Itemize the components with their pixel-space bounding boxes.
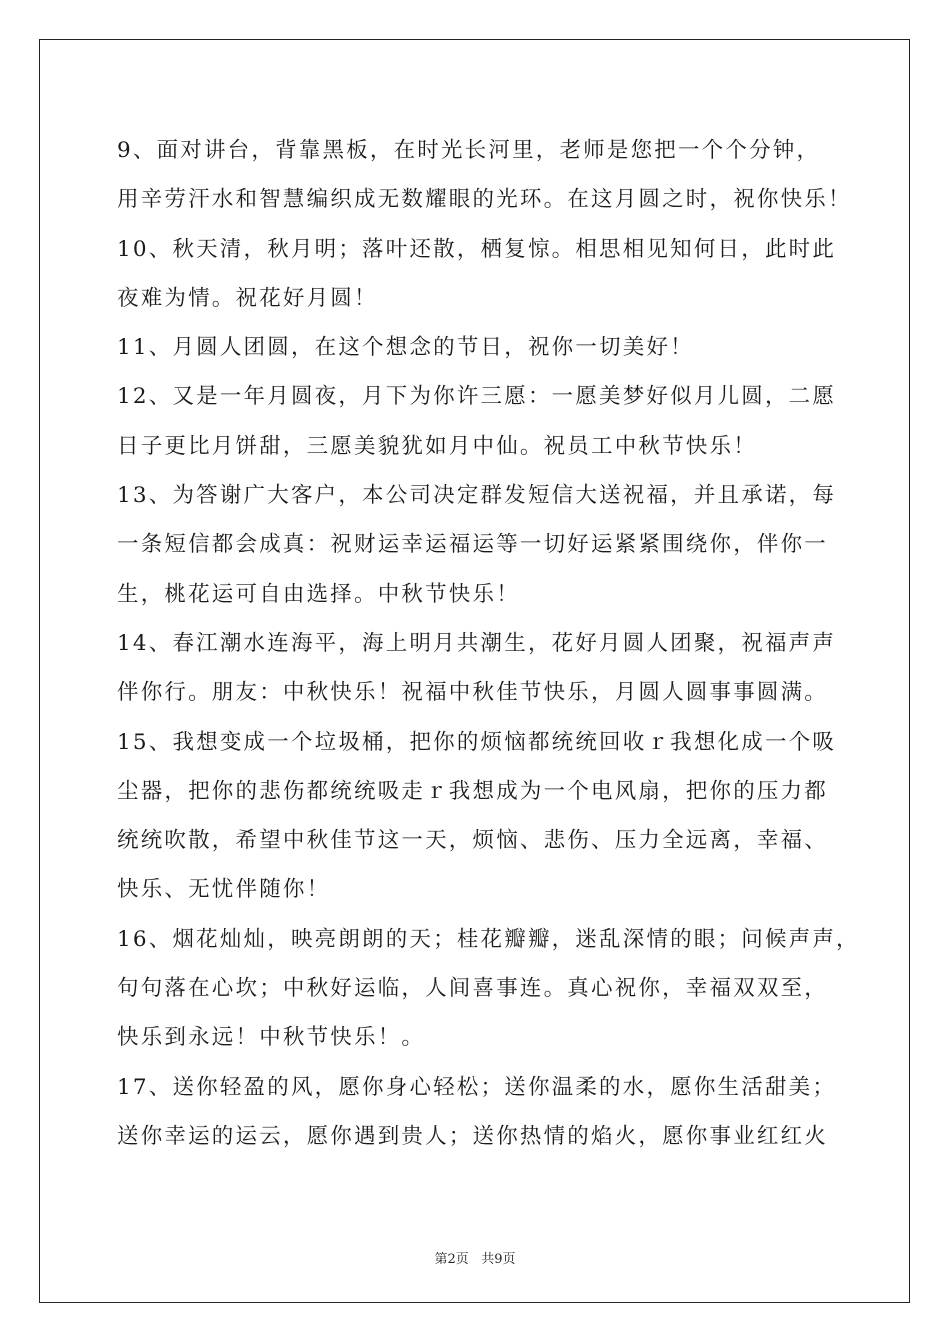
text-line-7: 日子更比月饼甜，三愿美貌犹如月中仙。祝员工中秋节快乐！ [117, 433, 757, 459]
text-line-15: 统统吹散，希望中秋佳节这一天，烦恼、悲伤、压力全远离，幸福、 [117, 828, 829, 854]
text-line-2: 用辛劳汗水和智慧编织成无数耀眼的光环。在这月圆之时，祝你快乐！ [117, 187, 852, 213]
text-line-18: 句句落在心坎；中秋好运临，人间喜事连。真心祝你，幸福双双至， [117, 976, 829, 1002]
text-line-16: 快乐、无忧伴随你！ [117, 877, 331, 903]
page-footer [0, 1248, 950, 1267]
document-body [117, 126, 860, 1161]
text-line-14: 尘器，把你的悲伤都统统吸走ｒ我想成为一个电风扇，把你的压力都 [117, 778, 829, 804]
text-line-5: 11、月圆人团圆，在这个想念的节日，祝你一切美好！ [117, 335, 694, 361]
text-line-8: 13、为答谢广大客户，本公司决定群发短信大送祝福，并且承诺，每 [117, 483, 837, 509]
current-page-label: 第2页 [434, 1252, 469, 1267]
text-line-20: 17、送你轻盈的风，愿你身心轻松；送你温柔的水，愿你生活甜美； [117, 1074, 837, 1100]
text-line-10: 生，桃花运可自由选择。中秋节快乐！ [117, 581, 520, 607]
text-line-1: 9、面对讲台，背靠黑板，在时光长河里，老师是您把一个个分钟， [117, 138, 821, 163]
text-line-3: 10、秋天清，秋月明；落叶还散，栖复惊。相思相见知何日，此时此 [117, 236, 837, 262]
text-line-19: 快乐到永远！中秋节快乐！。 [117, 1025, 426, 1051]
text-line-11: 14、春江潮水连海平，海上明月共潮生，花好月圆人团聚，祝福声声 [117, 630, 837, 656]
text-line-17: 16、烟花灿灿，映亮朗朗的天；桂花瓣瓣，迷乱深情的眼；问候声声， [117, 926, 860, 952]
text-line-12: 伴你行。朋友：中秋快乐！祝福中秋佳节快乐，月圆人圆事事圆满。 [117, 680, 829, 706]
text-line-6: 12、又是一年月圆夜，月下为你许三愿：一愿美梦好似月儿圆，二愿 [117, 384, 837, 410]
text-line-21: 送你幸运的运云，愿你遇到贵人；送你热情的焰火，愿你事业红红火 [117, 1123, 829, 1149]
footer-spacer [469, 1252, 481, 1267]
total-pages-label: 共9页 [481, 1252, 516, 1267]
text-line-13: 15、我想变成一个垃圾桶，把你的烦恼都统统回收ｒ我想化成一个吸 [117, 729, 837, 755]
text-line-9: 一条短信都会成真：祝财运幸运福运等一切好运紧紧围绕你，伴你一 [117, 532, 829, 558]
text-line-4: 夜难为情。祝花好月圆！ [117, 285, 378, 311]
